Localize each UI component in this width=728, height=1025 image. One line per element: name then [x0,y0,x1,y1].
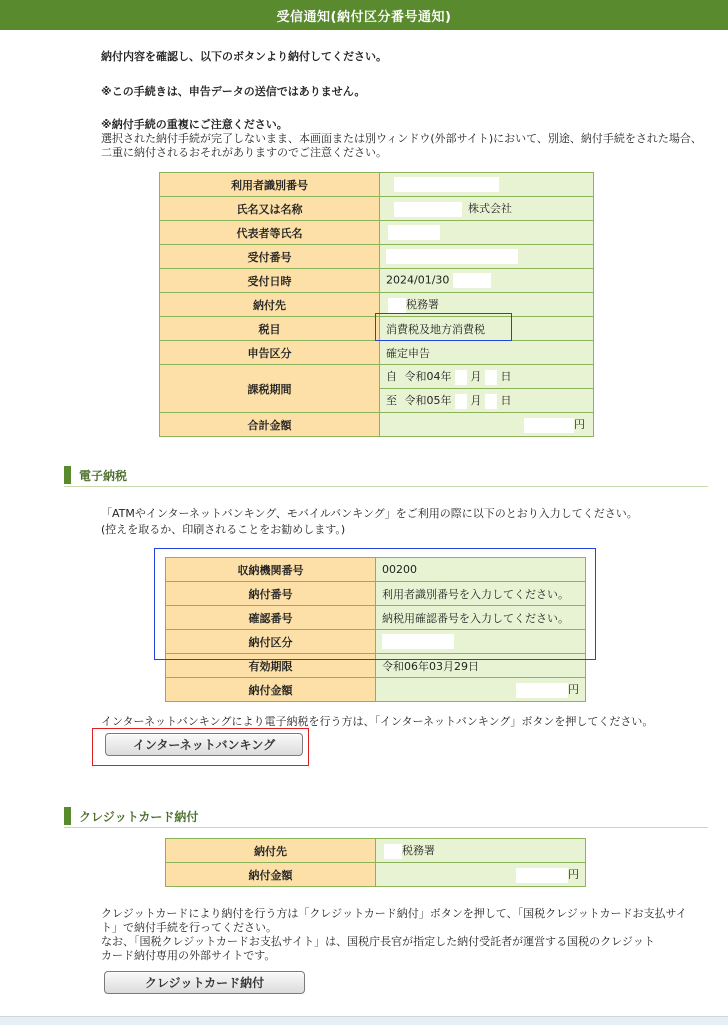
payment-category-label: 納付区分 [166,630,376,654]
representative-label: 代表者等氏名 [160,221,380,245]
duplicate-warning-line2: 二重に納付されるおそれがありますのでご注意ください。 [101,146,387,159]
receipt-date-label: 受付日時 [160,269,380,293]
period-from-month: 月 [470,370,482,384]
expiry-value: 令和06年03月29日 [376,654,586,678]
payment-number-label: 納付番号 [166,582,376,606]
credit-card-button[interactable]: クレジットカード納付 [104,971,305,994]
epay-amount-yen: 円 [568,683,579,697]
total-amount-label: 合計金額 [160,413,380,437]
section-electronic-payment [64,462,708,487]
total-amount-cell [380,413,594,437]
tax-period-from [380,365,594,389]
intro-note: ※この手続きは、申告データの送信ではありません。 [101,85,366,98]
representative-value [380,221,594,245]
table-row [160,365,594,389]
payee-label: 納付先 [160,293,380,317]
card-payee-value: 税務署 [402,844,435,858]
payee-value: 税務署 [406,298,439,312]
epay-amount-label: 納付金額 [166,678,376,702]
table-row [166,839,586,863]
internet-banking-button[interactable]: インターネットバンキング [105,733,303,756]
card-payee-cell [376,839,586,863]
table-row [160,221,594,245]
table-row [160,245,594,269]
name-label: 氏名又は名称 [160,197,380,221]
receipt-number-label: 受付番号 [160,245,380,269]
tax-period-label: 課税期間 [160,365,380,413]
table-row [166,863,586,887]
epay-amount-cell [376,678,586,702]
card-note-3: カード納付専用の外部サイトです。 [101,949,276,962]
section-marker [64,466,71,484]
card-amount-cell [376,863,586,887]
period-to-day: 日 [500,394,512,408]
section-title: クレジットカード納付 [79,810,199,824]
filing-type-value: 確定申告 [380,341,594,365]
expiry-label: 有効期限 [166,654,376,678]
table-row [160,197,594,221]
name-value: 株式会社 [468,202,512,216]
tax-item-label: 税目 [160,317,380,341]
card-note-1: クレジットカードにより納付を行う方は「クレジットカード納付」ボタンを押して、「国税クレジットカードお支払サイ [101,907,687,920]
table-row [160,269,594,293]
intro-instruction: 納付内容を確認し、以下のボタンより納付してください。 [101,50,387,63]
period-from-day: 日 [500,370,512,384]
card-amount-yen: 円 [568,868,579,882]
page-title: 受信通知(納付区分番号通知) [0,0,728,30]
duplicate-warning-line1: 選択された納付手続が完了しないまま、本画面または別ウィンドウ(外部サイト)において、別途、納付手続をされた場合、 [101,132,702,145]
card-note-1b: ト」で納付手続を行ってください。 [101,921,277,934]
tax-item-value: 消費税及地方消費税 [380,317,594,341]
table-row [160,413,594,437]
section-marker [64,807,71,825]
receipt-date-value: 2024/01/30 [386,273,450,287]
receipt-number-value [380,245,594,269]
period-from-era: 令和04年 [404,370,452,384]
receipt-info-table [159,172,594,437]
card-amount-label: 納付金額 [166,863,376,887]
period-from-prefix: 自 [386,370,397,384]
epay-note-2: (控えを取るか、印刷されることをお勧めします。) [101,523,346,536]
user-id-value [380,173,594,197]
institution-number-value: 00200 [376,558,586,582]
section-credit-card [64,803,708,828]
confirmation-number-value: 納税用確認番号を入力してください。 [376,606,586,630]
table-row [166,678,586,702]
confirmation-number-label: 確認番号 [166,606,376,630]
epay-note-1: 「ATMやインターネットバンキング、モバイルバンキング」をご利用の際に以下のとおり入力してください。 [101,507,638,520]
name-value-cell [380,197,594,221]
duplicate-warning-title: ※納付手続の重複にご注意ください。 [101,118,288,131]
epay-inputs-highlight [154,548,596,660]
period-to-prefix: 至 [386,394,397,408]
card-note-2: なお、「国税クレジットカードお支払サイト」は、国税庁長官が指定した納付受託者が運営する国税のクレジット [101,935,655,948]
tax-item-highlight [375,313,512,341]
tax-period-to [380,389,594,413]
ib-note: インターネットバンキングにより電子納税を行う方は、「インターネットバンキング」ボタンを押してください。 [101,715,654,728]
section-title: 電子納税 [79,469,128,483]
card-table [165,838,586,887]
period-to-month: 月 [470,394,482,408]
card-payee-label: 納付先 [166,839,376,863]
table-row [160,341,594,365]
institution-number-label: 収納機関番号 [166,558,376,582]
table-row [160,173,594,197]
user-id-label: 利用者識別番号 [160,173,380,197]
period-to-era: 令和05年 [404,394,452,408]
receipt-date-cell [380,269,594,293]
payment-number-value: 利用者識別番号を入力してください。 [376,582,586,606]
filing-type-label: 申告区分 [160,341,380,365]
total-amount-yen: 円 [574,418,585,432]
